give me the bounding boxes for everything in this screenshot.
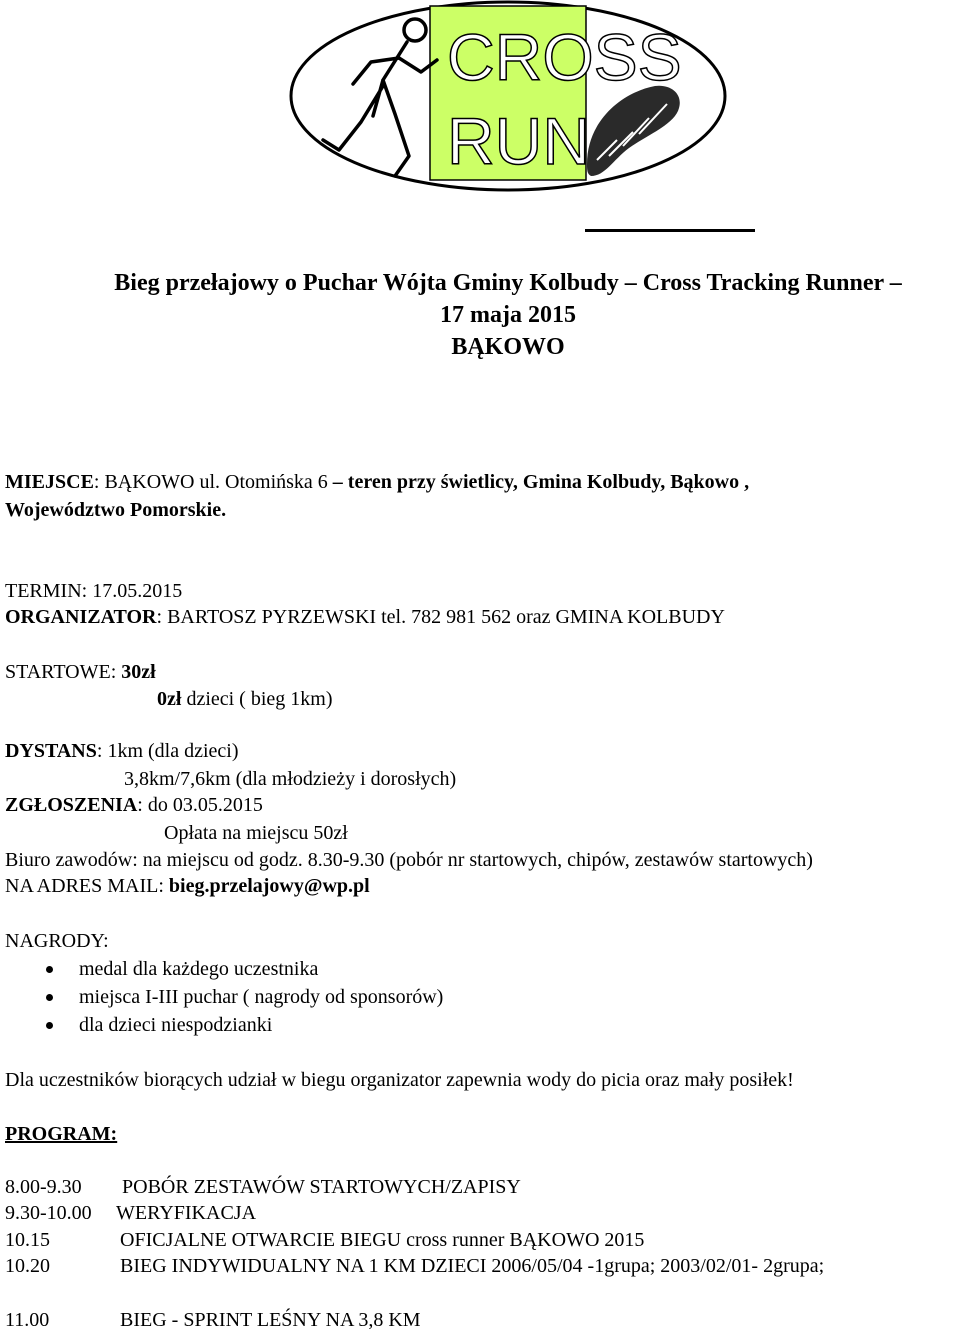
program-row-text: BIEG INDYWIDUALNY NA 1 KM DZIECI 2006/05/04 -1grupa; 2003/02/01- 2grupa; xyxy=(120,1255,825,1277)
logo-text-run: RUN xyxy=(447,104,590,178)
shoe-sole-icon xyxy=(587,86,680,176)
cross-run-logo xyxy=(287,0,730,205)
miejsce-line xyxy=(5,470,749,494)
miejsce-value-3: – teren przy świetlicy, Gmina Kolbudy, Bąkowo , xyxy=(327,471,750,493)
bullet-icon xyxy=(46,966,53,973)
page-title: Bieg przełajowy o Puchar Wójta Gminy Kolbudy – Cross Tracking Runner – xyxy=(114,270,902,296)
program-heading: PROGRAM: xyxy=(5,1123,118,1145)
startowe-separator: : xyxy=(110,661,122,683)
miejsce-value-2: Otomińska 6 xyxy=(220,471,328,493)
termin-value: 17.05.2015 xyxy=(92,580,183,602)
program-row-time: 8.00-9.30 xyxy=(5,1176,82,1198)
runner-figure-icon xyxy=(323,19,437,176)
termin-label: TERMIN xyxy=(5,580,82,602)
event-location: BĄKOWO xyxy=(451,334,565,360)
dystans-label: DYSTANS xyxy=(5,740,97,762)
dystans-separator: : xyxy=(96,740,108,762)
bullet-icon xyxy=(46,994,53,1001)
nagrody-item-1: medal dla każdego uczestnika xyxy=(79,958,319,980)
organizator-line xyxy=(5,605,725,629)
program-row-time: 10.15 xyxy=(5,1229,50,1251)
logo-graphic xyxy=(287,0,730,205)
program-row-time: 11.00 xyxy=(5,1309,50,1331)
zgloszenia-separator: : xyxy=(137,794,148,816)
nagrody-label: NAGRODY: xyxy=(5,930,109,952)
program-row-text: POBÓR ZESTAWÓW STARTOWYCH/ZAPISY xyxy=(122,1176,521,1198)
program-row-text: OFICJALNE OTWARCIE BIEGU cross runner BĄKOWO 2015 xyxy=(120,1229,645,1251)
participant-notice: Dla uczestników biorących udział w biegu organizator zapewnia wody do picia oraz mały posiłek! xyxy=(5,1069,794,1091)
logo-text-cross: CROSS xyxy=(447,20,682,94)
program-row-text: BIEG - SPRINT LEŚNY NA 3,8 KM xyxy=(120,1309,421,1331)
zgloszenia-deadline: do 03.05.2015 xyxy=(147,794,263,816)
event-date: 17 maja 2015 xyxy=(440,302,576,328)
mail-line xyxy=(5,874,370,898)
zgloszenia-line xyxy=(5,793,263,817)
miejsce-value-1: BĄKOWO ul. xyxy=(104,471,221,493)
organizator-value: BARTOSZ PYRZEWSKI tel. 782 981 562 oraz GMINA KOLBUDY xyxy=(167,606,725,628)
termin-separator: : xyxy=(81,580,93,602)
miejsce-label: MIEJSCE xyxy=(5,471,94,493)
program-row-time: 9.30-10.00 xyxy=(5,1202,92,1224)
startowe-line xyxy=(5,660,156,684)
startowe-amount-kids: 0zł xyxy=(157,688,182,710)
separator-line xyxy=(585,229,755,232)
mail-address[interactable]: bieg.przelajowy@wp.pl xyxy=(168,875,370,897)
program-row-text: WERYFIKACJA xyxy=(116,1202,257,1224)
nagrody-item-2: miejsca I-III puchar ( nagrody od sponsorów) xyxy=(79,986,444,1008)
program-row-time: 10.20 xyxy=(5,1255,50,1277)
dystans-value-kids: 1km (dla dzieci) xyxy=(107,740,239,762)
dystans-value-adults: 3,8km/7,6km (dla młodzieży i dorosłych) xyxy=(124,768,457,790)
organizator-label: ORGANIZATOR xyxy=(5,606,157,628)
miejsce-line-2: Województwo Pomorskie. xyxy=(5,499,227,521)
nagrody-item-3: dla dzieci niespodzianki xyxy=(79,1014,273,1036)
mail-label: NA ADRES MAIL: xyxy=(5,875,169,897)
bullet-icon xyxy=(46,1022,53,1029)
miejsce-separator: : xyxy=(93,471,105,493)
startowe-amount-adults: 30zł xyxy=(121,661,156,683)
startowe-label: STARTOWE xyxy=(5,661,111,683)
zgloszenia-fee: Opłata na miejscu 50zł xyxy=(164,822,348,844)
startowe-kids-line xyxy=(157,687,333,711)
biuro-zawodow: Biuro zawodów: na miejscu od godz. 8.30-9.30 (pobór nr startowych, chipów, zestawów startowych) xyxy=(5,849,813,871)
termin-line xyxy=(5,579,182,603)
organizator-separator: : xyxy=(156,606,168,628)
startowe-kids-note: dzieci ( bieg 1km) xyxy=(181,688,333,710)
zgloszenia-label: ZGŁOSZENIA xyxy=(5,794,138,816)
dystans-line xyxy=(5,739,239,763)
